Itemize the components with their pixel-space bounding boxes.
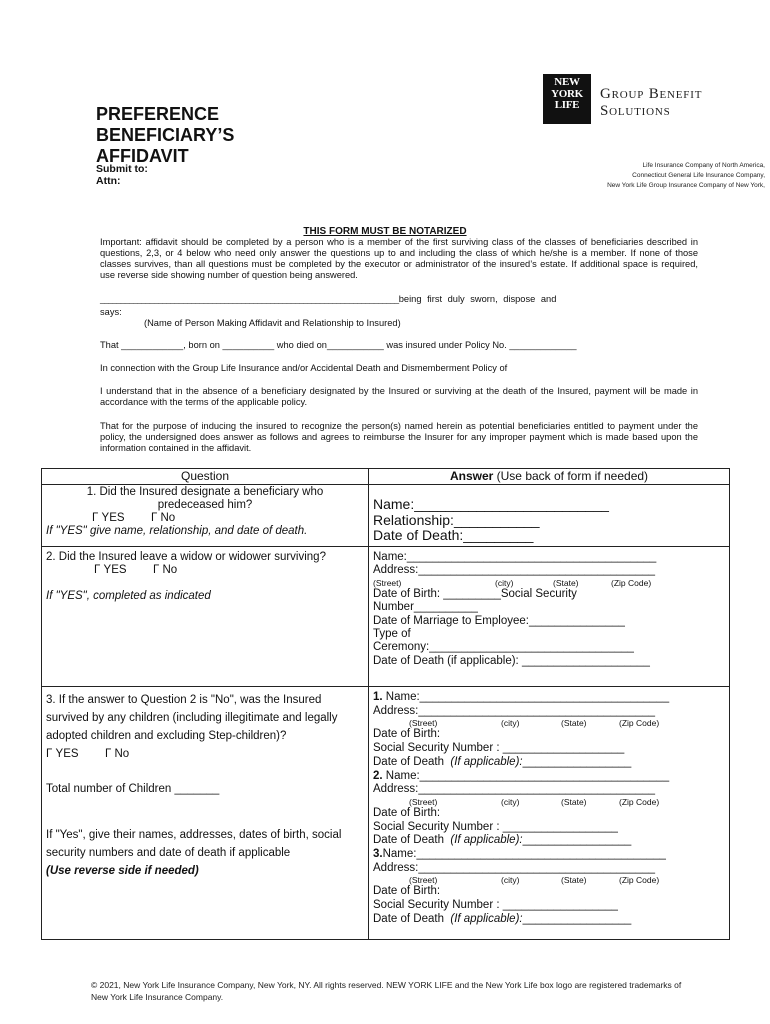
form-title [96, 104, 234, 167]
child-1-address-sublabels: (Street) (city) (State) (Zip Code) [409, 718, 660, 729]
child-3-dob-field[interactable]: Date of Birth: [373, 885, 441, 898]
connection-line: In connection with the Group Life Insurance and/or Accidental Death and Dismemberment Policy of [100, 363, 508, 373]
child-3-address-field[interactable]: Address:_____________________________________ [373, 861, 656, 874]
important-paragraph: Important: affidavit should be completed by a person who is a member of the first surviving class of the classes of beneficiaries described in questions, 2,3, or 4 below who need only answer the questions up to and including the class of which he/she is a member. If none of those classes survives, than all questions must be completed by the executor or administrator of the insured’s estate. If additional space is required, use reverse side showing number of question being answered. [100, 237, 698, 280]
child-2-dob-field[interactable]: Date of Birth: [373, 806, 441, 819]
child-2-address-field[interactable]: Address:_____________________________________ [373, 783, 656, 796]
question-3 [42, 687, 369, 940]
q2-marriage-date-field[interactable]: Date of Marriage to Employee:_______________ [373, 614, 625, 627]
question-2-text: 2. Did the Insured leave a widow or widower surviving? [46, 551, 326, 563]
child-2-death-field[interactable]: Date of Death (If applicable):_________________ [373, 834, 632, 847]
child-3-name-field[interactable]: 3.Name:_______________________________________ [373, 848, 666, 861]
affiant-name-blank[interactable]: ________________________________________________________________________ [100, 295, 399, 304]
title-line: BENEFICIARY’S [96, 125, 235, 145]
total-children-field[interactable]: Total number of Children _______ [46, 783, 220, 795]
q2-yes-checkbox[interactable]: Γ YES [94, 564, 127, 576]
answer-column-header: Answer (Use back of form if needed) [369, 469, 730, 485]
submit-block [96, 163, 148, 187]
group-benefit-solutions-logo-text: Group Benefit Solutions [600, 86, 703, 119]
question-1-text: 1. Did the Insured designate a beneficiary who predeceased him? [86, 486, 324, 511]
q1-date-of-death-field[interactable]: Date of Death:_________ [373, 527, 534, 543]
q1-no-checkbox[interactable]: Γ No [150, 512, 176, 524]
q2-type-of-label: Type of [373, 628, 411, 641]
question-column-header: Question [42, 469, 369, 485]
q3-no-checkbox[interactable]: Γ No [104, 748, 130, 760]
question-2-options [46, 564, 364, 577]
new-york-life-logo: NEW YORK LIFE [543, 74, 591, 124]
question-3-if-yes: If "Yes", give their names, addresses, dates of birth, social security numbers and date of death if applicable [46, 829, 342, 859]
question-answer-table [41, 468, 730, 940]
understand-paragraph: I understand that in the absence of a beneficiary designated by the Insured or surviving at the death of the Insured, payment will be made in accordance with the terms of the applicable policy. [100, 386, 698, 407]
answer-3 [369, 687, 730, 940]
q1-yes-checkbox[interactable]: Γ YES [92, 512, 125, 524]
q2-name-field[interactable]: Name:_______________________________________ [373, 551, 657, 563]
q2-date-of-death-field[interactable]: Date of Death (if applicable): ____________________ [373, 654, 650, 667]
question-1-options [70, 512, 364, 525]
answer-1 [369, 485, 730, 547]
question-3-options [46, 745, 364, 763]
child-3-death-field[interactable]: Date of Death (If applicable):_________________ [373, 912, 632, 925]
q1-name-field[interactable]: Name:_________________________ [373, 496, 609, 512]
title-line: PREFERENCE [96, 104, 220, 124]
notarized-heading: THIS FORM MUST BE NOTARIZED [303, 226, 467, 237]
that-line[interactable]: That ____________, born on __________ who died on___________ was insured under Policy No. _____________ [100, 340, 577, 350]
child-1-death-field[interactable]: Date of Death (If applicable):_________________ [373, 755, 632, 768]
q2-address-field[interactable]: Address:_____________________________________ [373, 564, 656, 577]
child-1-ssn-field[interactable]: Social Security Number : ___________________ [373, 742, 625, 755]
q2-date-of-birth-field[interactable]: Date of Birth: _________Social Security [373, 587, 577, 600]
q1-relationship-field[interactable]: Relationship:___________ [373, 511, 540, 528]
answer-2 [369, 547, 730, 687]
child-3-address-sublabels: (Street) (city) (State) (Zip Code) [409, 875, 660, 886]
says-label: says: [100, 307, 122, 317]
question-3-reverse-note: (Use reverse side if needed) [46, 865, 199, 877]
q2-no-checkbox[interactable]: Γ No [152, 564, 178, 576]
question-1 [42, 485, 369, 547]
q3-yes-checkbox[interactable]: Γ YES [46, 748, 79, 760]
insurer-list: Life Insurance Company of North America, Connecticut General Life Insurance Company, New York Life Group Insurance Company of New York, [607, 162, 765, 189]
affiant-caption: (Name of Person Making Affidavit and Relationship to Insured) [144, 318, 401, 328]
child-2-ssn-field[interactable]: Social Security Number : __________________ [373, 820, 618, 833]
copyright-footer: © 2021, New York Life Insurance Company, New York, NY. All rights reserved. NEW YORK LIFE and the New York Life box logo are registered trademarks of New York Life Insurance Company. [91, 980, 682, 1002]
child-3-ssn-field[interactable]: Social Security Number : __________________ [373, 899, 618, 912]
question-1-note: If "YES" give name, relationship, and date of death. [46, 525, 308, 537]
sworn-line: ________________________________________________________________________being first duly sworn, dispose and [100, 294, 557, 304]
child-2-name-field[interactable]: 2. Name:_______________________________________ [373, 769, 670, 782]
q2-ceremony-field[interactable]: Ceremony:________________________________ [373, 641, 634, 654]
attn-label: Attn: [96, 175, 121, 187]
q2-ssn-field[interactable]: Number__________ [373, 601, 478, 614]
title-line: AFFIDAVIT [96, 146, 189, 166]
child-1-name-field[interactable]: 1. Name:_______________________________________ [373, 691, 670, 703]
child-1-address-field[interactable]: Address:_____________________________________ [373, 704, 656, 717]
inducing-paragraph: That for the purpose of inducing the insured to recognize the person(s) named herein as potential beneficiaries entitled to payment under the policy, the undersigned does answer as follows and agrees to reimburse the Insurer for any improper payment which is made based upon the information contained in the affidavit. [100, 421, 698, 453]
child-1-dob-field[interactable]: Date of Birth: [373, 728, 441, 741]
q2-address-sublabels: (Street) (city) (State) (Zip Code) [373, 577, 652, 588]
child-2-address-sublabels: (Street) (city) (State) (Zip Code) [409, 796, 660, 807]
submit-to-label: Submit to: [96, 163, 148, 175]
question-3-text: 3. If the answer to Question 2 is "No", was the Insured survived by any children (including illegitimate and legally adopted children and excluding Step-children)? [46, 694, 338, 742]
question-2-note: If "YES", completed as indicated [46, 590, 211, 602]
question-2 [42, 547, 369, 687]
